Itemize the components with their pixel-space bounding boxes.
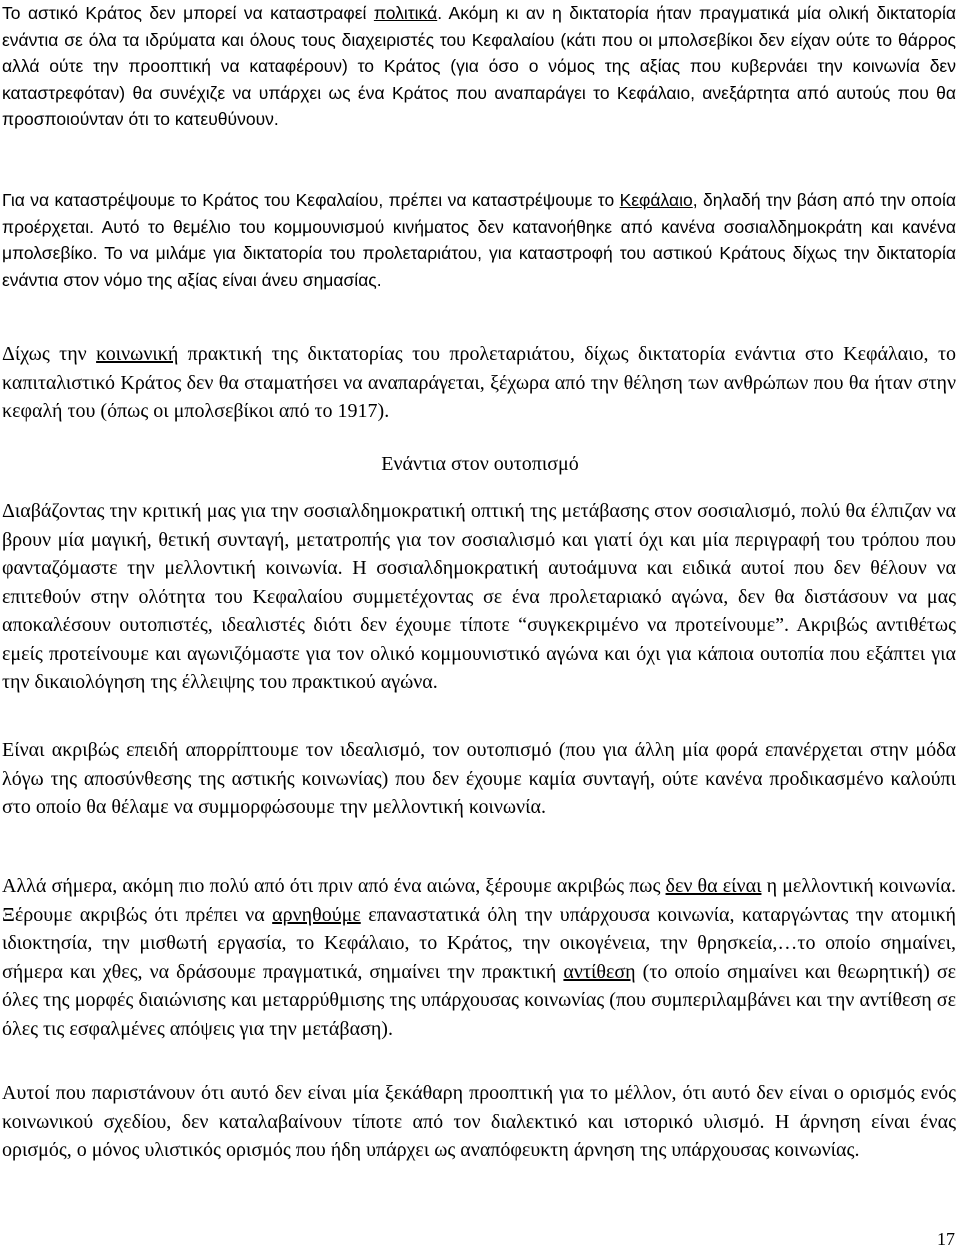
paragraph-1: [2, 0, 956, 133]
underlined-text: αντίθεση: [563, 960, 636, 983]
underlined-text: δεν θα είναι: [665, 875, 762, 897]
text-run: Για να καταστρέψουμε το Κράτος του Κεφαλαίου, πρέπει να καταστρέψουμε το: [2, 190, 620, 210]
underlined-text: Κεφάλαιο: [619, 190, 693, 210]
paragraph-2: [2, 187, 956, 293]
text-run: η μελλοντική κοινωνία. Ξέρουμε ακριβώς ότι πρέπει να: [2, 875, 956, 926]
paragraph-4: Διαβάζοντας την κριτική μας για την σοσιαλδημοκρατική οπτική της μετάβασης στον σοσιαλισμό, πολύ θα έλπιζαν να βρουν μία μαγική, θετική συνταγή, μετατροπής για τον σοσιαλισμό και γιατί όχι και μία περιγραφή του τρόπου που φανταζόμαστε την μελλοντική κοινωνία. Η σοσιαλδημοκρατική αυτοάμυνα και ειδικά αυτοί που δεν θέλουν να επιτεθούν στην ολότητα του Κεφαλαίου συμμετέχοντας σε ένα προλεταριακό αγώνα, δεν θα διστάσουν να μας αποκαλέσουν ουτοπιστές, ιδεαλιστές διότι δεν έχουμε τίποτε “συγκεκριμένο να προτείνουμε”. Ακριβώς αντιθέτως εμείς προτείνουμε και αγωνιζόμαστε για τον ολικό κομμουνιστικό αγώνα και όχι για κάποια ουτοπία που εξάπτει για την δικαιολόγηση της έλλειψης του πρακτικού αγώνα.: [2, 500, 956, 693]
paragraph-5: Είναι ακριβώς επειδή απορρίπτουμε τον ιδεαλισμό, τον ουτοπισμό (που για άλλη μία φορά επανέρχεται στην μόδα λόγω της αποσύνθεσης της αστικής κοινωνίας) που δεν έχουμε καμία συνταγή, ούτε κανένα προδικασμένο καλούπι στο οποίο θα θέλαμε να συμμορφώσουμε την μελλοντική κοινωνία.: [2, 739, 956, 818]
underlined-text: αρνηθούμε: [272, 903, 361, 926]
text-run: πρακτική της δικτατορίας του προλεταριάτου, δίχως δικτατορία ενάντια στο Κεφάλαιο, το καπιταλιστικό Κράτος δεν θα σταματήσει να αναπαράγεται, ξέχωρα από την θέληση των ανθρώπων που θα ήταν στην κεφαλή του (όπως οι μπολσεβίκοι από το 1917).: [2, 343, 956, 422]
paragraph-3: [2, 340, 956, 426]
text-run: Το αστικό Κράτος δεν μπορεί να καταστραφεί: [2, 3, 374, 23]
text-run: Αλλά σήμερα, ακόμη πιο πολύ από ότι πριν από ένα αιώνα, ξέρουμε ακριβώς πως: [2, 875, 666, 897]
text-run: (το οποίο σημαίνει και θεωρητική) σε όλες της μορφές διαιώνισης και μεταρρύθμισης της υπάρχουσας κοινωνίας (που συμπεριλαμβάνει και την αντίθεση σε όλες τις εσφαλμένες απόψεις για την μετάβαση).: [2, 960, 957, 1040]
text-run: επαναστατικά όλη την υπάρχουσα κοινωνία, καταργώντας την ατομική ιδιοκτησία, την μισθωτή εργασία, το Κεφάλαιο, το Κράτος, την οικογένεια, την θρησκεία,…το οποίο σημαίνει, σήμερα και χθες, να δράσουμε πραγματικά, σημαίνει την πρακτική: [2, 903, 956, 983]
underlined-text: κοινωνική: [96, 343, 179, 365]
paragraph-7: Αυτοί που παριστάνουν ότι αυτό δεν είναι μία ξεκάθαρη προοπτική για το μέλλον, ότι αυτό δεν είναι ο ορισμός ενός κοινωνικού σχεδίου, δεν καταλαβαίνουν τίποτε από τον διαλεκτικό και ιστορικό υλισμό. Η άρνηση είναι ένας ορισμός, ο μόνος υλιστικός ορισμός που ήδη υπάρχει ως αναπόφευκτη άρνηση της υπάρχουσας κοινωνίας.: [2, 1082, 956, 1161]
text-run: , δηλαδή την βάση από την οποία προέρχεται. Αυτό το θεμέλιο του κομμουνισμού κινήματος δεν κατανοήθηκε από κανένα σοσιαλδημοκράτη και κανένα μπολσεβίκο. Το να μιλάμε για δικτατορία του προλεταριάτου, για καταστροφή του αστικού Κράτους δίχως την δικτατορία ενάντια στον νόμο της αξίας είναι άνευ σημασίας.: [2, 190, 956, 290]
paragraph-6: [2, 872, 956, 1043]
section-heading: Ενάντια στον ουτοπισμό: [381, 453, 579, 475]
text-run: Δίχως την: [2, 343, 97, 365]
text-run: . Ακόμη κι αν η δικτατορία ήταν πραγματικά μία ολική δικτατορία ενάντια σε όλα τα ιδρύματα και όλους τους διαχειριστές του Κεφαλαίου (κάτι που οι μπολσεβίκοι δεν είχαν ούτε το θάρρος αλλά ούτε την προοπτική να καταφέρουν) το Κράτος (για όσο ο νόμος της αξίας που κυβερνάει την κοινωνία δεν καταστρεφόταν) θα συνέχιζε να υπάρχει ως ένα Κράτος που αναπαράγει το Κεφάλαιο, ανεξάρτητα από αυτούς που θα προσποιούνταν ότι το κατευθύνουν.: [2, 3, 956, 130]
page-number: 17: [937, 1229, 955, 1249]
underlined-text: πολιτικά: [373, 3, 438, 23]
